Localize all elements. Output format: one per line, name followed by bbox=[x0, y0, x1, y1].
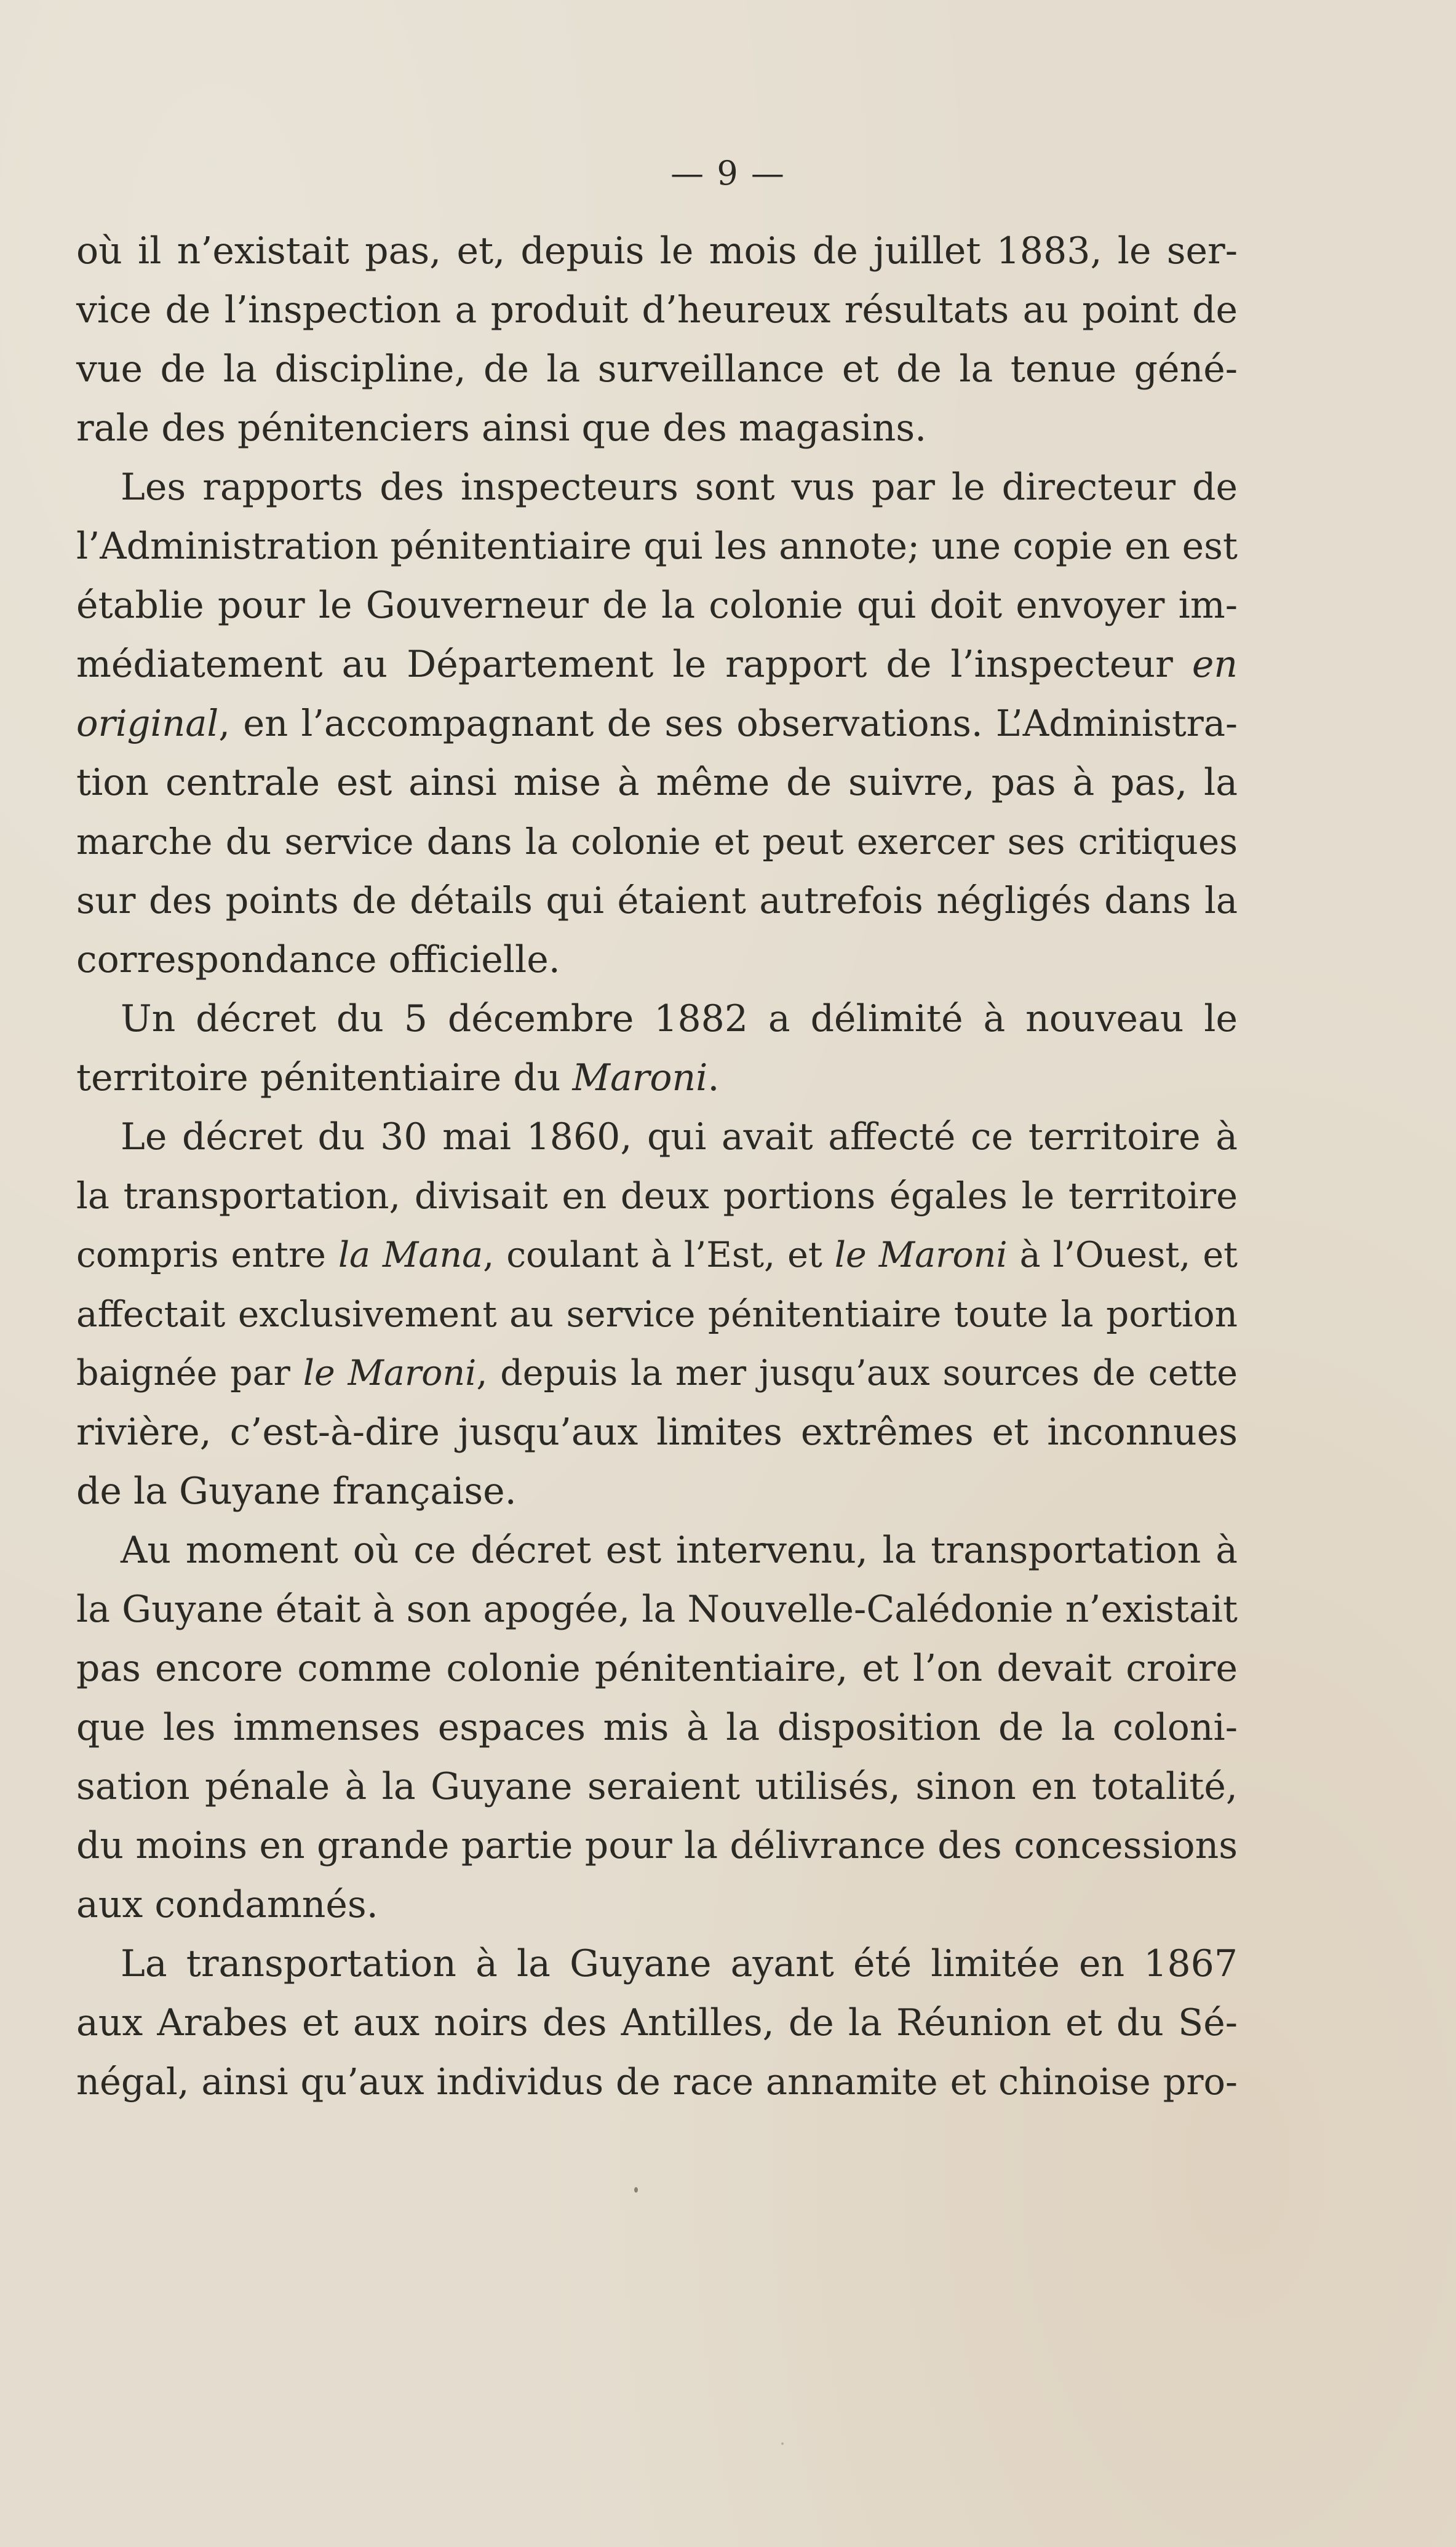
text-segment: rivière, c’est-à-dire jusqu’aux limites extrêmes et inconnues bbox=[76, 1411, 1238, 1454]
text-segment: à l’Ouest, et bbox=[1007, 1235, 1238, 1275]
text-line bbox=[76, 517, 1238, 576]
text-line bbox=[76, 694, 1238, 753]
text-segment: rale des pénitenciers ainsi que des magasins. bbox=[76, 407, 927, 450]
text-segment: , depuis la mer jusqu’aux sources de cette bbox=[476, 1353, 1238, 1393]
text-line bbox=[76, 1166, 1238, 1226]
text-segment: sation pénale à la Guyane seraient utilisés, sinon en totalité, bbox=[76, 1765, 1238, 1808]
text-line bbox=[76, 1226, 1238, 1285]
text-segment: baignée par bbox=[76, 1353, 303, 1393]
page-number: — 9 — bbox=[670, 154, 786, 193]
text-line bbox=[76, 753, 1238, 812]
text-segment: compris entre bbox=[76, 1235, 338, 1275]
text-segment: La transportation à la Guyane ayant été limitée en 1867 bbox=[121, 1942, 1238, 1985]
ink-speck bbox=[781, 2442, 784, 2445]
text-segment: Les rapports des inspecteurs sont vus par le directeur de bbox=[121, 466, 1238, 509]
text-segment: médiatement au Département le rapport de l’inspecteur bbox=[76, 643, 1192, 686]
italic-segment: original bbox=[76, 702, 219, 744]
text-line bbox=[76, 340, 1238, 399]
text-line bbox=[76, 1107, 1238, 1166]
text-segment: , en l’accompagnant de ses observations. L’Administra- bbox=[218, 702, 1238, 744]
text-segment: affectait exclusivement au service pénitentiaire toute la portion bbox=[76, 1293, 1238, 1335]
italic-segment: la Mana bbox=[338, 1235, 483, 1275]
text-segment: territoire pénitentiaire du bbox=[76, 1056, 573, 1099]
text-line bbox=[76, 1344, 1238, 1403]
text-segment: que les immenses espaces mis à la disposition de la coloni- bbox=[76, 1706, 1238, 1749]
text-line bbox=[76, 1639, 1238, 1698]
italic-segment: le Maroni bbox=[834, 1235, 1008, 1275]
text-line bbox=[76, 1285, 1238, 1344]
text-segment: vue de la discipline, de la surveillance et de la tenue géné- bbox=[76, 348, 1238, 391]
text-segment: correspondance officielle. bbox=[76, 938, 560, 981]
italic-segment: Maroni bbox=[572, 1056, 708, 1099]
text-line bbox=[76, 1462, 1238, 1521]
text-segment: négal, ainsi qu’aux individus de race annamite et chinoise pro- bbox=[76, 2060, 1238, 2103]
text-segment: . bbox=[707, 1056, 720, 1099]
text-line bbox=[76, 281, 1238, 340]
text-segment: , coulant à l’Est, et bbox=[483, 1235, 835, 1275]
text-line bbox=[76, 1698, 1238, 1757]
ink-speck bbox=[634, 2187, 638, 2193]
text-line bbox=[76, 635, 1238, 694]
text-segment: marche du service dans la colonie et peut exercer ses critiques bbox=[76, 821, 1238, 863]
text-line bbox=[76, 871, 1238, 930]
text-segment: la Guyane était à son apogée, la Nouvelle-Calédonie n’existait bbox=[76, 1588, 1238, 1631]
text-line bbox=[76, 1934, 1238, 1993]
text-segment: la transportation, divisait en deux portions égales le territoire bbox=[76, 1174, 1238, 1217]
text-line bbox=[76, 812, 1238, 871]
text-segment: sur des points de détails qui étaient autrefois négligés dans la bbox=[76, 879, 1238, 922]
text-line bbox=[76, 458, 1238, 517]
text-segment: établie pour le Gouverneur de la colonie qui doit envoyer im- bbox=[76, 584, 1238, 627]
text-segment: tion centrale est ainsi mise à même de suivre, pas à pas, la bbox=[76, 761, 1238, 804]
text-line bbox=[76, 989, 1238, 1048]
text-line bbox=[76, 930, 1238, 989]
text-segment: l’Administration pénitentiaire qui les annote; une copie en est bbox=[76, 525, 1238, 568]
text-segment: de la Guyane française. bbox=[76, 1470, 517, 1513]
text-line bbox=[76, 2052, 1238, 2111]
text-line bbox=[76, 1757, 1238, 1816]
text-segment: du moins en grande partie pour la délivrance des concessions bbox=[76, 1824, 1238, 1867]
text-line bbox=[76, 1875, 1238, 1934]
text-line bbox=[76, 1993, 1238, 2052]
body-text bbox=[76, 221, 1238, 2111]
text-segment: Un décret du 5 décembre 1882 a délimité à nouveau le bbox=[121, 997, 1238, 1040]
text-line bbox=[76, 1048, 1238, 1107]
text-line bbox=[76, 1816, 1238, 1875]
text-line bbox=[76, 221, 1238, 281]
text-line bbox=[76, 1403, 1238, 1462]
text-segment: Au moment où ce décret est intervenu, la transportation à bbox=[121, 1529, 1238, 1572]
text-segment: pas encore comme colonie pénitentiaire, et l’on devait croire bbox=[76, 1647, 1238, 1690]
text-segment: où il n’existait pas, et, depuis le mois de juillet 1883, le ser- bbox=[76, 229, 1238, 273]
text-line bbox=[76, 1521, 1238, 1580]
text-line bbox=[76, 399, 1238, 458]
text-segment: Le décret du 30 mai 1860, qui avait affecté ce territoire à bbox=[121, 1115, 1238, 1158]
text-line bbox=[76, 576, 1238, 635]
text-line bbox=[76, 1580, 1238, 1639]
text-segment: vice de l’inspection a produit d’heureux résultats au point de bbox=[76, 289, 1238, 332]
italic-segment: le Maroni bbox=[303, 1353, 477, 1393]
text-segment: aux Arabes et aux noirs des Antilles, de la Réunion et du Sé- bbox=[76, 2001, 1238, 2044]
text-segment: aux condamnés. bbox=[76, 1883, 378, 1926]
italic-segment: en bbox=[1191, 643, 1238, 686]
